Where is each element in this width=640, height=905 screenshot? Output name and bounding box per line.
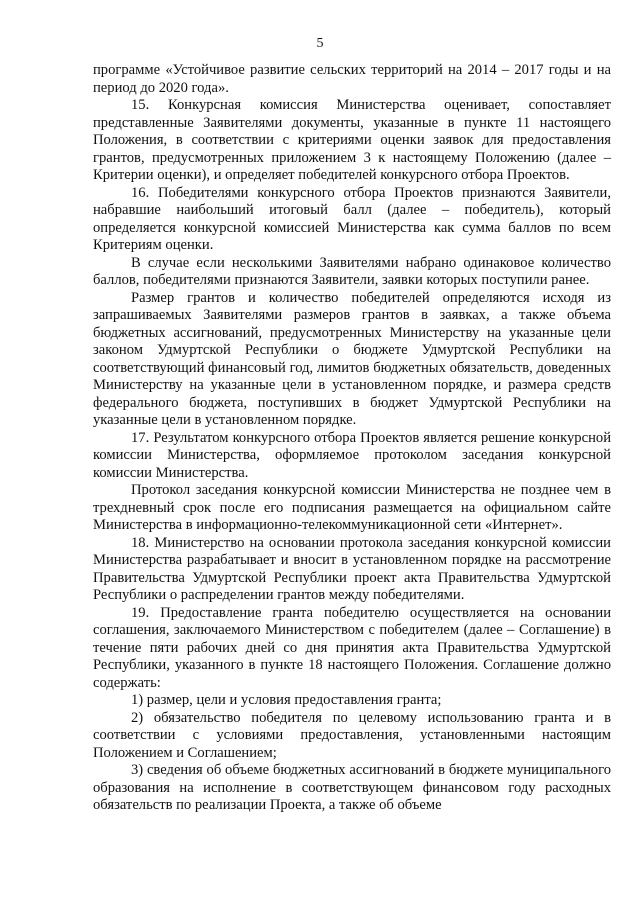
document-body bbox=[93, 62, 611, 815]
list-item: 2) обязательство победителя по целевому использованию гранта и в соответствии с условиями предоставления, установленными настоящим Положением и Соглашением; bbox=[93, 709, 611, 761]
paragraph: В случае если несколькими Заявителями набрано одинаковое количество баллов, победителями признаются Заявители, заявки которых поступили ранее. bbox=[93, 254, 611, 288]
paragraph: 17. Результатом конкурсного отбора Проектов является решение конкурсной комиссии Министерства, оформляемое протоколом заседания конкурсной комиссии Министерства. bbox=[93, 429, 611, 481]
paragraph: Размер грантов и количество победителей определяются исходя из запрашиваемых Заявителями размеров грантов в заявках, а также объема бюджетных ассигнований, предусмотренных Министерству на указанные цели законом Удмуртской Республики о бюджете Удмуртской Республики на соответствующий финансовый год, лимитов бюджетных обязательств, доведенных Министерству на указанные цели в установленном порядке, и размера средств федерального бюджета, поступивших в бюджет Удмуртской Республики на указанные цели в установленном порядке. bbox=[93, 289, 611, 428]
paragraph: 16. Победителями конкурсного отбора Проектов признаются Заявители, набравшие наибольший итоговый балл (далее – победитель), который определяется конкурсной комиссией Министерства как сумма баллов по всем Критериям оценки. bbox=[93, 184, 611, 253]
paragraph: Протокол заседания конкурсной комиссии Министерства не позднее чем в трехдневный срок после его подписания размещается на официальном сайте Министерства в информационно-телекоммуникационной сети «Интернет». bbox=[93, 482, 611, 533]
paragraph: 15. Конкурсная комиссия Министерства оценивает, сопоставляет представленные Заявителями документы, указанные в пункте 11 настоящего Положения, в соответствии с критериями оценки заявок для предоставления грантов, предусмотренных приложением 3 к настоящему Положению (далее – Критерии оценки), и определяет победителей конкурсного отбора Проектов. bbox=[93, 97, 611, 183]
list-item: 3) сведения об объеме бюджетных ассигнований в бюджете муниципального образования на исполнение в соответствующем финансовом году расходных обязательств по реализации Проекта, а также об объеме bbox=[93, 762, 611, 813]
paragraph: программе «Устойчивое развитие сельских территорий на 2014 – 2017 годы и на период до 2020 года». bbox=[93, 62, 611, 96]
paragraph: 18. Министерство на основании протокола заседания конкурсной комиссии Министерства разрабатывает и вносит в установленном порядке на рассмотрение Правительства Удмуртской Республики проект акта Правительства Удмуртской Республики о распределении грантов между победителями. bbox=[93, 534, 611, 603]
page-number: 5 bbox=[316, 36, 324, 51]
list-item: 1) размер, цели и условия предоставления гранта; bbox=[131, 692, 442, 708]
paragraph: 19. Предоставление гранта победителю осуществляется на основании соглашения, заключаемого Министерством с победителем (далее – Соглашение) в течение пяти рабочих дней со дня принятия акта Правительства Удмуртской Республики, указанного в пункте 18 настоящего Положения. Соглашение должно содержать: bbox=[93, 604, 611, 691]
